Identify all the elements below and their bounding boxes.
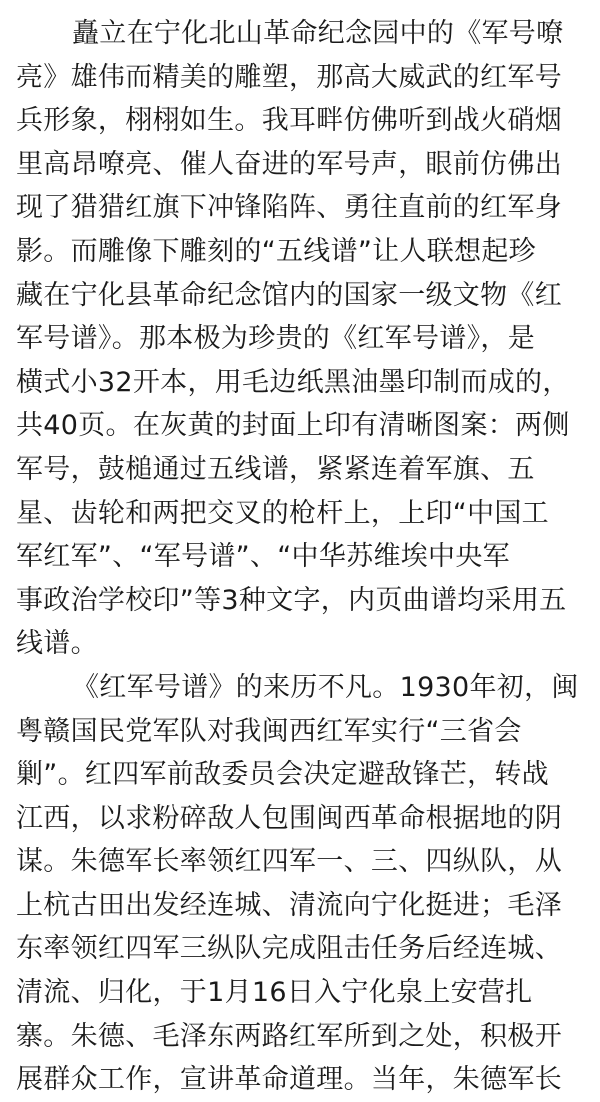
text-line: 亮》雄伟而精美的雕塑，那高大威武的红军号 [16, 61, 562, 93]
text-line: 军号，鼓槌通过五线谱，紧紧连着军旗、五 [16, 453, 535, 485]
text-line: 展群众工作，宣讲革命道理。当年，朱德军长 [16, 1064, 562, 1096]
text-line: 兵形象，栩栩如生。我耳畔仿佛听到战火硝烟 [16, 105, 562, 137]
text-line: 线谱。 [16, 628, 98, 660]
text-line: 上杭古田出发经连城、清流向宁化挺进；毛泽 [16, 889, 562, 921]
text-line: 粤赣国民党军队对我闽西红军实行“三省会 [16, 715, 522, 747]
text-line: 《红军号谱》的来历不凡。1930年初，闽 [72, 671, 579, 703]
text-line: 横式小32开本，用毛边纸黑油墨印制而成的， [16, 366, 570, 398]
text-line: 星、齿轮和两把交叉的枪杆上，上印“中国工 [16, 497, 549, 529]
text-line: 影。而雕像下雕刻的“五线谱”让人联想起珍 [16, 235, 536, 267]
text-line: 藏在宁化县革命纪念馆内的国家一级文物《红 [16, 279, 562, 311]
text-line: 里高昂嘹亮、催人奋进的军号声，眼前仿佛出 [16, 148, 562, 180]
paragraph-1 [16, 12, 590, 666]
text-line: 江西，以求粉碎敌人包围闽西革命根据地的阴 [16, 802, 562, 834]
text-line: 现了猎猎红旗下冲锋陷阵、勇往直前的红军身 [16, 192, 562, 224]
text-line: 共40页。在灰黄的封面上印有清晰图案：两侧 [16, 410, 570, 442]
text-line: 剿”。红四军前敌委员会决定避敌锋芒，转战 [16, 759, 549, 791]
text-line: 寨。朱德、毛泽东两路红军所到之处，积极开 [16, 1020, 562, 1052]
text-line: 军红军”、“军号谱”、“中华苏维埃中央军 [16, 541, 510, 573]
text-line: 事政治学校印”等3种文字，内页曲谱均采用五 [16, 584, 567, 616]
paragraph-2 [16, 666, 590, 1102]
text-line: 清流、归化，于1月16日入宁化泉上安营扎 [16, 977, 533, 1009]
text-line: 东率领红四军三纵队完成阻击任务后经连城、 [16, 933, 562, 965]
text-line: 矗立在宁化北山革命纪念园中的《军号嘹 [72, 18, 564, 49]
text-line: 谋。朱德军长率领红四军一、三、四纵队，从 [16, 846, 562, 878]
text-line: 军号谱》。那本极为珍贵的《红军号谱》，是 [16, 323, 535, 355]
